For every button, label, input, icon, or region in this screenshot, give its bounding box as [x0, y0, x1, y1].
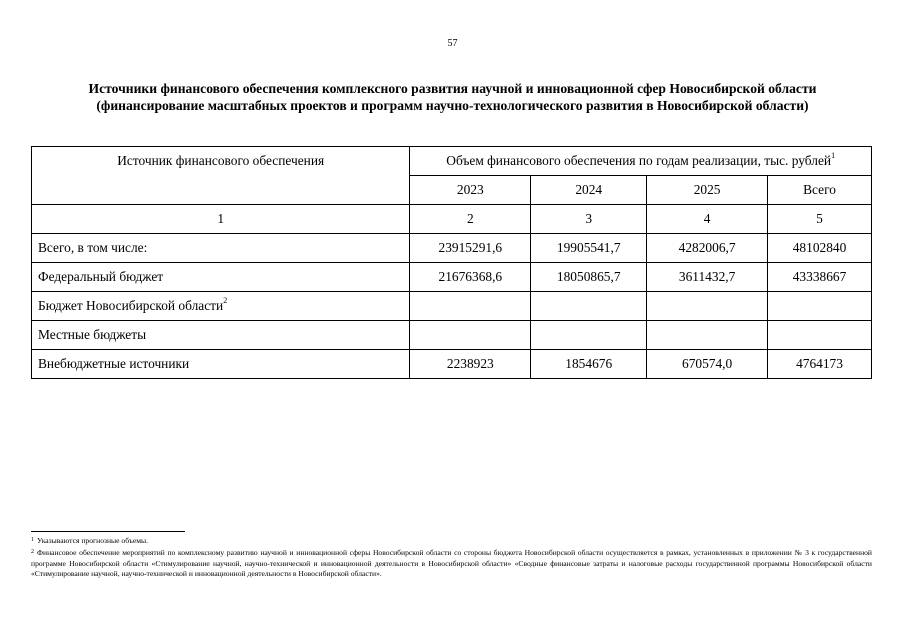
row-label: Внебюджетные источники	[32, 350, 410, 379]
year-header-2023: 2023	[410, 176, 531, 205]
table-cell	[410, 321, 531, 350]
table-row	[32, 292, 872, 321]
volume-header-cell	[410, 147, 872, 176]
footnote-ref-1: 1	[831, 151, 836, 160]
header-row	[32, 147, 872, 176]
table-cell: 2238923	[410, 350, 531, 379]
column-number: 4	[647, 205, 768, 234]
page-number: 57	[447, 38, 458, 49]
table-cell	[410, 292, 531, 321]
table-cell: 43338667	[768, 263, 872, 292]
source-header-cell	[32, 147, 410, 205]
source-header: Источник финансового обеспечения	[117, 153, 325, 168]
column-number: 3	[531, 205, 647, 234]
column-number: 5	[768, 205, 872, 234]
footnotes	[31, 536, 872, 581]
table-row	[32, 321, 872, 350]
table-cell: 21676368,6	[410, 263, 531, 292]
table-cell	[531, 321, 647, 350]
year-header-total: Всего	[768, 176, 872, 205]
footnote-text: Финансовое обеспечение мероприятий по комплексному развитию научной и инновационной сферы Новосибирской области со стороны бюджета Новосибирской области осуществляется в рамках, установленных в приложении № 3 к государственной программе Новосибирской области «Стимулирование научной, научно-технической и инновационной деятельности в Новосибирской области» «Сводные финансовые затраты и налоговые расходы государственной программы Новосибирской области «Стимулирование научной, научно-технической и инновационной деятельности в Новосибирской области».	[31, 548, 872, 578]
year-header-2024: 2024	[531, 176, 647, 205]
footnote-1	[31, 536, 872, 546]
footnote-text: Указываются прогнозные объемы.	[37, 536, 148, 545]
footnote-ref-2: 2	[223, 296, 228, 305]
footnote-divider	[31, 531, 185, 532]
footnote-mark: 2	[31, 549, 34, 556]
document-title	[30, 80, 875, 114]
table-cell: 1854676	[531, 350, 647, 379]
table-cell: 3611432,7	[647, 263, 768, 292]
table-cell	[768, 292, 872, 321]
table-cell	[768, 321, 872, 350]
table-cell	[647, 321, 768, 350]
row-label: Всего, в том числе:	[32, 234, 410, 263]
financing-table	[31, 146, 872, 379]
table-cell: 4282006,7	[647, 234, 768, 263]
column-number: 2	[410, 205, 531, 234]
column-number: 1	[32, 205, 410, 234]
row-label: Местные бюджеты	[32, 321, 410, 350]
table-cell: 19905541,7	[531, 234, 647, 263]
table-row	[32, 350, 872, 379]
table-cell: 23915291,6	[410, 234, 531, 263]
footnote-mark: 1	[31, 537, 34, 543]
title-line-1: Источники финансового обеспечения комплексного развития научной и инновационной сфер Новосибирской области	[88, 81, 817, 96]
table-cell	[531, 292, 647, 321]
column-number-row	[32, 205, 872, 234]
table-cell: 48102840	[768, 234, 872, 263]
title-line-2: (финансирование масштабных проектов и программ научно-технологического развития в Новосибирской области)	[96, 98, 809, 113]
table-cell: 4764173	[768, 350, 872, 379]
table-cell	[647, 292, 768, 321]
volume-header: Объем финансового обеспечения по годам реализации, тыс. рублей	[446, 153, 832, 168]
footnote-2	[31, 548, 872, 579]
year-header-2025: 2025	[647, 176, 768, 205]
table-cell: 670574,0	[647, 350, 768, 379]
table-cell: 18050865,7	[531, 263, 647, 292]
table-row	[32, 234, 872, 263]
row-label: Бюджет Новосибирской области$^2$	[32, 292, 410, 321]
table-row	[32, 263, 872, 292]
row-label: Федеральный бюджет	[32, 263, 410, 292]
